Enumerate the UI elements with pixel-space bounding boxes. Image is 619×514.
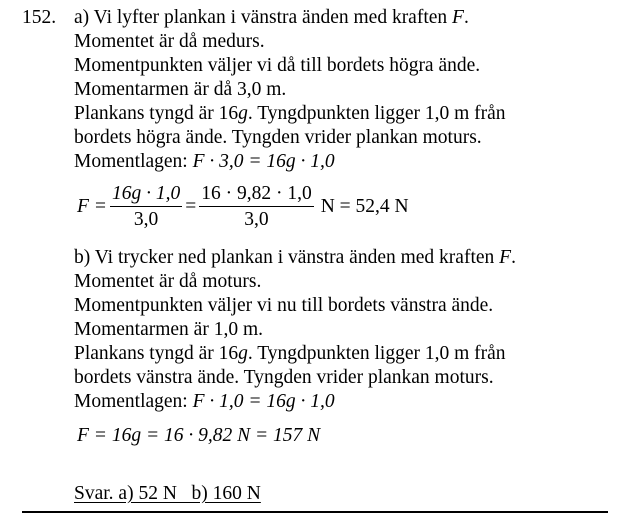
part-a-line-1: a) Vi lyfter plankan i vänstra änden med kraften F.	[74, 7, 469, 28]
bottom-divider	[22, 511, 608, 513]
fraction-2	[199, 182, 314, 231]
part-a-line-4: Momentarmen är då 3,0 m.	[74, 79, 287, 100]
part-a-line-3: Momentpunkten väljer vi då till bordets högra ände.	[74, 55, 481, 76]
problem-number: 152.	[22, 7, 57, 28]
moment-law-expression: F · 1,0 = 16g · 1,0	[192, 391, 335, 412]
part-b-equation: F = 16g = 16 · 9,82 N = 157 N	[77, 425, 321, 446]
part-a-line-5: Plankans tyngd är 16g. Tyngdpunkten ligger 1,0 m från	[74, 103, 506, 124]
part-a-moment-law: Momentlagen: F · 3,0 = 16g · 1,0	[74, 151, 335, 172]
eq-lhs: F =	[77, 195, 107, 217]
moment-law-expression: F · 3,0 = 16g · 1,0	[192, 151, 335, 172]
part-b-line-3: Momentpunkten väljer vi nu till bordets vänstra ände.	[74, 295, 494, 316]
part-a-line-2: Momentet är då medurs.	[74, 31, 265, 52]
fraction-1	[110, 182, 182, 231]
fraction-2-denominator: 3,0	[244, 209, 269, 230]
fraction-1-numerator: 16g · 1,0	[110, 182, 182, 207]
part-b-line-6: bordets vänstra ände. Tyngden vrider plankan moturs.	[74, 367, 494, 388]
part-a-equation	[77, 182, 409, 231]
part-b-line-2: Momentet är då moturs.	[74, 271, 262, 292]
fraction-1-denominator: 3,0	[133, 209, 159, 230]
eq-result: N = 52,4 N	[320, 195, 409, 217]
part-b-moment-law: Momentlagen: F · 1,0 = 16g · 1,0	[74, 391, 335, 412]
part-b-line-5: Plankans tyngd är 16g. Tyngdpunkten ligger 1,0 m från	[74, 343, 506, 364]
part-b-line-4: Momentarmen är 1,0 m.	[74, 319, 263, 340]
answer-line: Svar. a) 52 N b) 160 N	[74, 483, 261, 504]
eq-equals: =	[185, 195, 197, 217]
part-b-line-1: b) Vi trycker ned plankan i vänstra änden med kraften F.	[74, 247, 516, 268]
part-a-line-6: bordets högra ände. Tyngden vrider plankan moturs.	[74, 127, 482, 148]
fraction-2-numerator: 16 · 9,82 · 1,0	[199, 182, 314, 207]
force-symbol: F	[452, 7, 464, 28]
